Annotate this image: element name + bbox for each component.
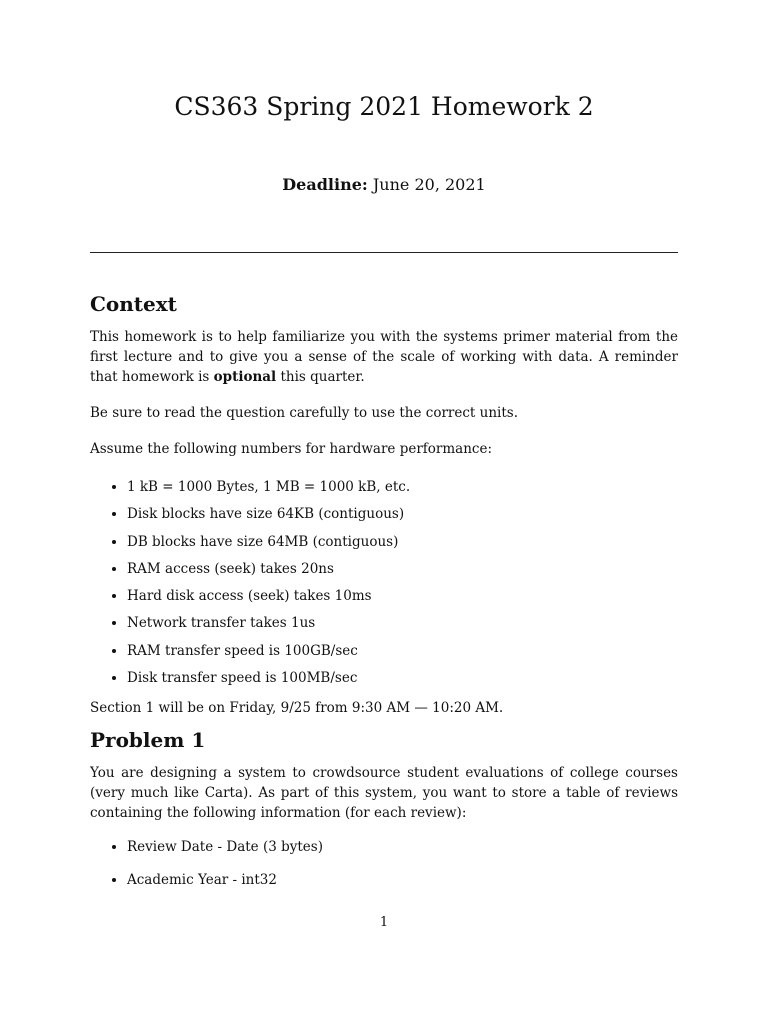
document-title: CS363 Spring 2021 Homework 2 bbox=[174, 92, 594, 121]
problem1-field-list bbox=[90, 837, 678, 890]
list-item: • Disk transfer speed is 100MB/sec bbox=[127, 668, 678, 688]
section-note: Section 1 will be on Friday, 9/25 from 9:30 AM — 10:20 AM. bbox=[90, 700, 504, 717]
problem1-heading: Problem 1 bbox=[90, 728, 206, 753]
context-intro-tail: this quarter. bbox=[276, 369, 365, 385]
list-item: • 1 kB = 1000 Bytes, 1 MB = 1000 kB, etc. bbox=[127, 477, 678, 497]
list-item: • Disk blocks have size 64KB (contiguous) bbox=[127, 504, 678, 524]
list-item: • RAM access (seek) takes 20ns bbox=[127, 559, 678, 579]
context-intro-text: This homework is to help familiarize you with the systems primer material from the first lecture and to give you a sense of the scale of working with data. A reminder that homework is bbox=[90, 329, 678, 385]
list-item: • DB blocks have size 64MB (contiguous) bbox=[127, 532, 678, 552]
problem1-text: You are designing a system to crowdsource student evaluations of college courses (very much like Carta). As part of this system, you want to store a table of reviews containing the following information (for each review): bbox=[90, 765, 678, 822]
horizontal-rule bbox=[90, 252, 678, 253]
list-item: • Review Date - Date (3 bytes) bbox=[127, 837, 678, 857]
list-item: • Academic Year - int32 bbox=[127, 870, 678, 890]
context-intro bbox=[90, 327, 678, 387]
context-intro-bold: optional bbox=[213, 369, 277, 385]
deadline-value: June 20, 2021 bbox=[372, 175, 486, 194]
list-item: • Hard disk access (seek) takes 10ms bbox=[127, 586, 678, 606]
list-item: • Network transfer takes 1us bbox=[127, 613, 678, 633]
list-item: • RAM transfer speed is 100GB/sec bbox=[127, 641, 678, 661]
page-number: 1 bbox=[379, 915, 389, 930]
units-note: Be sure to read the question carefully to use the correct units. bbox=[90, 405, 518, 421]
document-body bbox=[90, 290, 678, 903]
deadline bbox=[0, 175, 768, 195]
assume-text: Assume the following numbers for hardware performance: bbox=[90, 441, 493, 457]
deadline-label: Deadline: bbox=[282, 175, 368, 194]
hardware-list bbox=[90, 477, 678, 688]
context-heading: Context bbox=[90, 292, 177, 316]
